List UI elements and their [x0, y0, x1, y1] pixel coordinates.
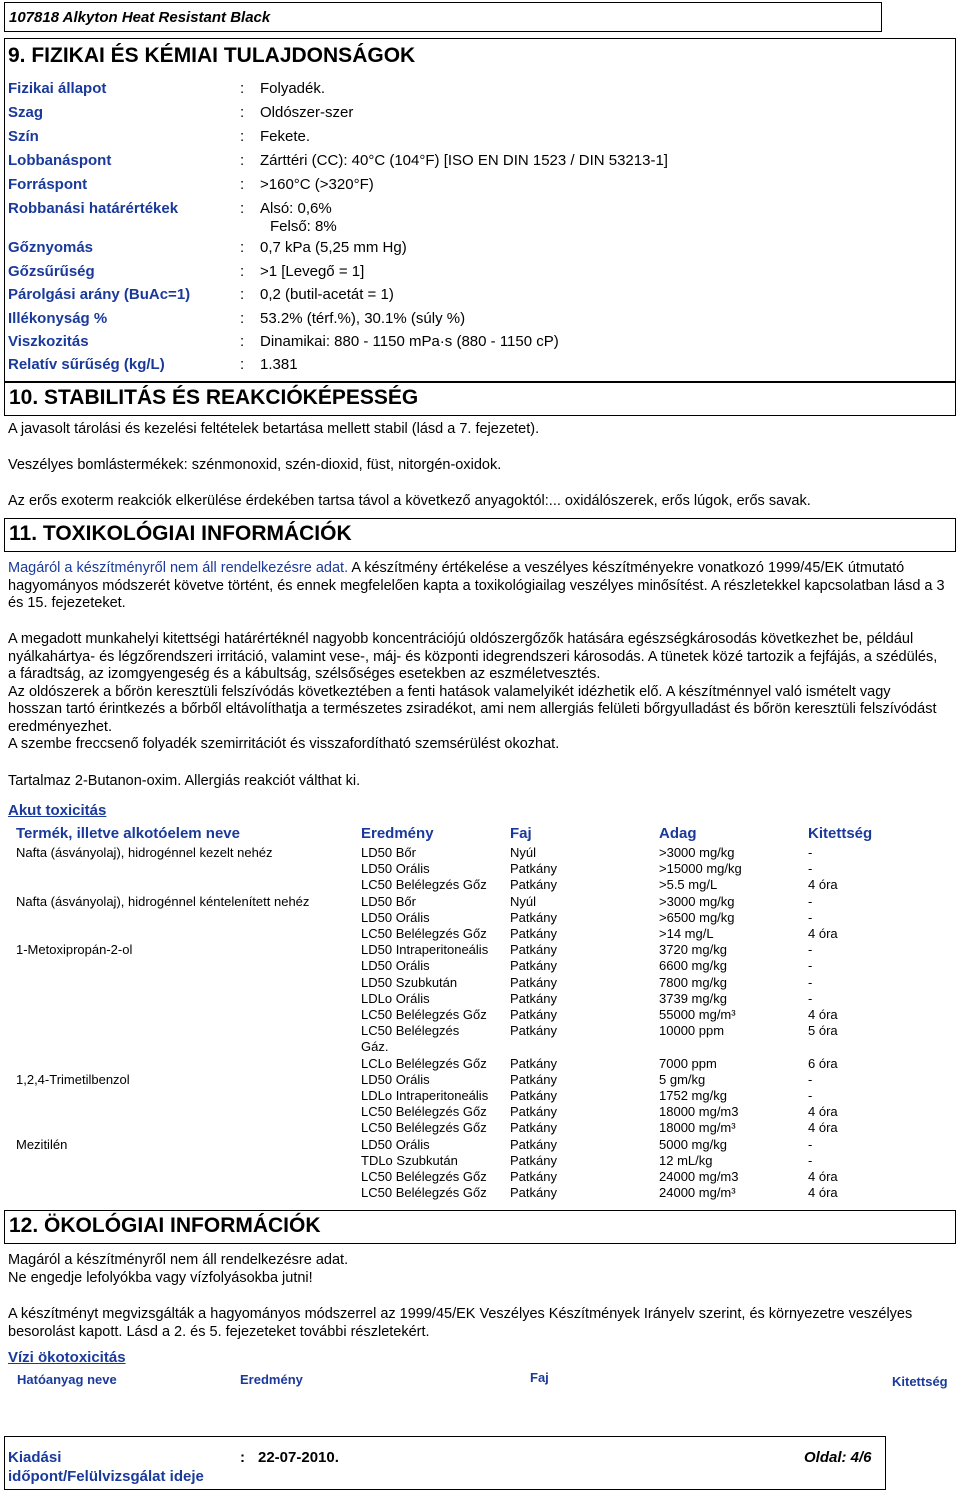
- table-row: [16, 861, 908, 877]
- cell-result: LC50 Belélegzés Gőz: [361, 877, 487, 893]
- property-colon: :: [240, 310, 245, 327]
- cell-dose: 5000 mg/kg: [659, 1136, 727, 1152]
- cell-exposure: -: [808, 893, 813, 909]
- col-header-species: Faj: [510, 825, 532, 842]
- table-row: [16, 845, 908, 861]
- property-label: Forráspont: [8, 176, 88, 193]
- cell-result: LD50 Orális: [361, 1136, 430, 1152]
- cell-result: LC50 Belélegzés Gőz: [361, 1007, 487, 1023]
- table-row: [16, 1039, 908, 1055]
- cell-name: [16, 1056, 361, 1072]
- stability-text: A javasolt tárolási és kezelési feltételek betartása mellett stabil (lásd a 7. fejezetet).: [8, 421, 540, 437]
- cell-name: [16, 910, 361, 926]
- cell-species: Patkány: [510, 1055, 557, 1071]
- decomposition-text: Veszélyes bomlástermékek: szénmonoxid, szén-dioxid, füst, nitorgén-oxidok.: [8, 457, 502, 473]
- cell-name: [16, 975, 361, 991]
- property-value: >1 [Levegő = 1]: [260, 263, 365, 280]
- cell-species: Patkány: [510, 1152, 557, 1168]
- cell-exposure: -: [808, 845, 813, 860]
- cell-name: 1,2,4-Trimetilbenzol: [16, 1071, 130, 1087]
- table-row: [16, 1007, 908, 1023]
- eco-classification-text: A készítményt megvizsgálták a hagyományos módszerrel az 1999/45/EK Veszélyes Készítmények Irányelv szerint, és környezetre veszélyes besorolást kapott. Lásd a 2. és 5. fejezeteket további részletekért.: [8, 1306, 913, 1340]
- property-value: Folyadék.: [260, 80, 326, 97]
- cell-result: LCLo Belélegzés Gőz: [361, 1055, 487, 1071]
- footer-label-revision: időpont/Felülvizsgálat ideje: [8, 1468, 204, 1485]
- eco-header-name: Hatóanyag neve: [17, 1372, 117, 1387]
- table-row: [16, 975, 908, 991]
- property-label: Gőznyomás: [8, 239, 94, 256]
- property-value: 0,7 kPa (5,25 mm Hg): [260, 239, 407, 256]
- acute-toxicity-table: [16, 825, 908, 1201]
- cell-species: [510, 1039, 659, 1055]
- cell-name: [16, 1023, 361, 1039]
- cell-species: Nyúl: [510, 893, 537, 909]
- cell-result: Gáz.: [361, 1039, 389, 1055]
- cell-species: Patkány: [510, 1120, 557, 1136]
- col-header-result: Eredmény: [361, 825, 434, 842]
- cell-name: [16, 926, 361, 942]
- cell-species: Patkány: [510, 1136, 557, 1152]
- cell-result: LD50 Orális: [361, 958, 430, 974]
- table-row: [16, 926, 908, 942]
- cell-exposure: [808, 1039, 908, 1055]
- cell-dose: [659, 1039, 808, 1055]
- property-colon: :: [240, 286, 245, 303]
- cell-species: Patkány: [510, 1007, 557, 1023]
- cell-result: LD50 Bőr: [361, 845, 416, 860]
- cell-name: [16, 1039, 361, 1055]
- cell-species: Patkány: [510, 942, 557, 958]
- cell-exposure: -: [808, 1136, 813, 1152]
- tox-paragraph-2: [8, 631, 948, 754]
- cell-dose: 10000 ppm: [659, 1023, 725, 1039]
- cell-exposure: 5 óra: [808, 1023, 838, 1039]
- cell-result: LC50 Belélegzés Gőz: [361, 1120, 487, 1136]
- cell-dose: 24000 mg/m³: [659, 1185, 736, 1201]
- eco-header-species: Faj: [530, 1370, 549, 1385]
- eco-no-data-text: Magáról a készítményről nem áll rendelkezésre adat.: [8, 1252, 349, 1268]
- cell-name: Mezitilén: [16, 1136, 68, 1152]
- cell-exposure: 6 óra: [808, 1055, 838, 1071]
- cell-result: LC50 Belélegzés Gőz: [361, 926, 487, 942]
- cell-exposure: 4 óra: [808, 1169, 838, 1185]
- table-row: [16, 910, 908, 926]
- cell-species: Patkány: [510, 1104, 557, 1120]
- cell-result: LD50 Orális: [361, 909, 430, 925]
- eco-drain-warning: Ne engedje lefolyókba vagy vízfolyásokba jutni!: [8, 1270, 313, 1286]
- footer-label-issue: Kiadási: [8, 1449, 62, 1466]
- col-header-dose: Adag: [659, 825, 697, 842]
- cell-exposure: 4 óra: [808, 1120, 838, 1136]
- footer-date: 22-07-2010.: [258, 1449, 339, 1466]
- table-row: [16, 991, 908, 1007]
- cell-dose: 7800 mg/kg: [659, 974, 727, 990]
- section-12-title: 12. ÖKOLÓGIAI INFORMÁCIÓK: [9, 1214, 321, 1237]
- cell-exposure: 4 óra: [808, 926, 838, 942]
- col-header-name: Termék, illetve alkotóelem neve: [16, 825, 240, 842]
- cell-dose: >3000 mg/kg: [659, 893, 735, 909]
- table-row: [16, 958, 908, 974]
- cell-exposure: 4 óra: [808, 1007, 838, 1023]
- property-value: 53.2% (térf.%), 30.1% (súly %): [260, 310, 466, 327]
- allergy-text: Tartalmaz 2-Butanon-oxim. Allergiás reakciót válthat ki.: [8, 773, 361, 789]
- cell-dose: >14 mg/L: [659, 926, 714, 942]
- property-value: Zárttéri (CC): 40°C (104°F) [ISO EN DIN 1523 / DIN 53213-1]: [260, 152, 668, 169]
- property-value: >160°C (>320°F): [260, 176, 374, 193]
- cell-exposure: -: [808, 974, 813, 990]
- cell-exposure: 4 óra: [808, 1185, 838, 1201]
- cell-species: Patkány: [510, 877, 557, 893]
- cell-dose: 7000 ppm: [659, 1055, 717, 1071]
- eco-header-result: Eredmény: [240, 1372, 303, 1387]
- page-number: Oldal: 4/6: [804, 1449, 872, 1466]
- property-value-secondary: Felső: 8%: [270, 218, 337, 235]
- property-label: Lobbanáspont: [8, 152, 112, 169]
- property-colon: :: [240, 104, 245, 121]
- property-colon: :: [240, 239, 245, 256]
- section-12-band: [4, 1210, 956, 1244]
- cell-name: [16, 1185, 361, 1201]
- cell-exposure: -: [808, 1088, 813, 1104]
- table-row: [16, 1169, 908, 1185]
- table-row: [16, 877, 908, 893]
- table-row: [16, 942, 908, 958]
- cell-name: [16, 1120, 361, 1136]
- cell-exposure: 4 óra: [808, 877, 838, 893]
- property-label: Illékonyság %: [8, 310, 108, 327]
- cell-result: LD50 Orális: [361, 861, 430, 877]
- table-row: [16, 894, 908, 910]
- no-data-text: Magáról a készítményről nem áll rendelkezésre adat.: [8, 560, 349, 576]
- acute-toxicity-title: Akut toxicitás: [8, 802, 107, 819]
- section-9-title: 9. FIZIKAI ÉS KÉMIAI TULAJDONSÁGOK: [8, 44, 416, 67]
- cell-dose: 1752 mg/kg: [659, 1088, 727, 1104]
- property-label: Fizikai állapot: [8, 80, 107, 97]
- cell-exposure: -: [808, 861, 813, 877]
- table-header-row: [16, 825, 908, 845]
- cell-exposure: 4 óra: [808, 1104, 838, 1120]
- cell-species: Patkány: [510, 1185, 557, 1201]
- cell-dose: 18000 mg/m³: [659, 1120, 736, 1136]
- table-row: [16, 1023, 908, 1039]
- property-label: Gőzsűrűség: [8, 263, 95, 280]
- cell-dose: 5 gm/kg: [659, 1071, 706, 1087]
- cell-result: LDLo Intraperitoneális: [361, 1088, 489, 1104]
- cell-result: LC50 Belélegzés Gőz: [361, 1185, 487, 1201]
- section-10-title: 10. STABILITÁS ÉS REAKCIÓKÉPESSÉG: [9, 386, 419, 409]
- table-row: [16, 1088, 908, 1104]
- cell-name: [16, 1104, 361, 1120]
- cell-dose: >5.5 mg/L: [659, 877, 718, 893]
- cell-result: LC50 Belélegzés Gőz: [361, 1169, 487, 1185]
- cell-result: LD50 Intraperitoneális: [361, 942, 489, 958]
- property-value: Dinamikai: 880 - 1150 mPa·s (880 - 1150 cP): [260, 333, 559, 350]
- property-colon: :: [240, 128, 245, 145]
- cell-name: [16, 958, 361, 974]
- incompatible-text: Az erős exoterm reakciók elkerülése érdekében tartsa távol a következő anyagoktól:... oxidálószerek, erős lúgok, erős savak.: [8, 493, 811, 509]
- property-label: Viszkozitás: [8, 333, 89, 350]
- section-11-title: 11. TOXIKOLÓGIAI INFORMÁCIÓK: [9, 522, 352, 545]
- property-value: 0,2 (butil-acetát = 1): [260, 286, 394, 303]
- cell-name: [16, 1153, 361, 1169]
- cell-species: Patkány: [510, 1169, 557, 1185]
- property-value: Alsó: 0,6%: [260, 200, 332, 217]
- table-row: [16, 1056, 908, 1072]
- cell-result: LD50 Orális: [361, 1071, 430, 1087]
- cell-name: [16, 1169, 361, 1185]
- cell-species: Patkány: [510, 909, 557, 925]
- table-row: [16, 1185, 908, 1201]
- cell-exposure: -: [808, 958, 813, 974]
- property-value: Fekete.: [260, 128, 311, 145]
- section-10-band: [4, 382, 956, 416]
- property-value: Oldószer-szer: [260, 104, 354, 121]
- aquatic-toxicity-title: Vízi ökotoxicitás: [8, 1349, 126, 1366]
- cell-name: [16, 877, 361, 893]
- cell-dose: 24000 mg/m3: [659, 1169, 739, 1185]
- cell-result: LD50 Szubkután: [361, 974, 458, 990]
- property-colon: :: [240, 80, 245, 97]
- table-row: [16, 1072, 908, 1088]
- cell-exposure: -: [808, 990, 813, 1006]
- table-row: [16, 1120, 908, 1136]
- cell-species: Patkány: [510, 1088, 557, 1104]
- table-row: [16, 1153, 908, 1169]
- product-title: 107818 Alkyton Heat Resistant Black: [9, 9, 271, 26]
- cell-species: Patkány: [510, 1023, 557, 1039]
- cell-name: [16, 861, 361, 877]
- property-colon: :: [240, 176, 245, 193]
- cell-exposure: -: [808, 942, 813, 958]
- cell-result: LDLo Orális: [361, 990, 430, 1006]
- cell-name: [16, 1007, 361, 1023]
- cell-result: LC50 Belélegzés: [361, 1023, 460, 1039]
- cell-dose: 12 mL/kg: [659, 1152, 713, 1168]
- cell-name: Nafta (ásványolaj), hidrogénnel kéntelenített nehéz: [16, 893, 310, 909]
- cell-dose: 55000 mg/m³: [659, 1007, 736, 1023]
- property-label: Szín: [8, 128, 39, 145]
- property-colon: :: [240, 263, 245, 280]
- cell-species: Patkány: [510, 861, 557, 877]
- health-effects-text: A megadott munkahelyi kitettségi határértéknél nagyobb koncentrációjú oldószergőzők hatására egészségkárosodás következhet be, például nyálkahártya- és légzőrendszeri irritáció, valamint vese-, máj- és központi idegrendszeri károsodás. A tünetek közé tartozik a fejfájás, a szédülés, a fáradtság, az izomgyengeség és a kábultság, szélsőséges esetekben az eszméletvesztés.: [8, 631, 938, 682]
- col-header-exposure: Kitettség: [808, 825, 873, 842]
- cell-exposure: -: [808, 909, 813, 925]
- property-label: Szag: [8, 104, 44, 121]
- property-label: Párolgási arány (BuAc=1): [8, 286, 191, 303]
- cell-species: Patkány: [510, 974, 557, 990]
- footer-colon: :: [240, 1449, 245, 1466]
- cell-exposure: -: [808, 1071, 813, 1087]
- cell-species: Patkány: [510, 926, 557, 942]
- cell-result: LC50 Belélegzés Gőz: [361, 1104, 487, 1120]
- cell-name: [16, 1088, 361, 1104]
- skin-effects-text: Az oldószerek a bőrön keresztüli felszívódás következtében a fenti hatások valamelyikét idézhetik elő. A készítménnyel való ismételt vagy hosszan tartó érintkezés a bőrből eltávolíthatja a természetes zsiradékot, ami nem allergiás felületi bőrgyulladást és bőrön keresztüli felszívódást eredményezhet.: [8, 683, 937, 735]
- property-colon: :: [240, 356, 245, 373]
- cell-name: [16, 991, 361, 1007]
- cell-species: Nyúl: [510, 845, 537, 860]
- property-label: Relatív sűrűség (kg/L): [8, 356, 165, 373]
- table-row: [16, 1137, 908, 1153]
- cell-result: LD50 Bőr: [361, 893, 416, 909]
- cell-species: Patkány: [510, 990, 557, 1006]
- cell-species: Patkány: [510, 1071, 557, 1087]
- cell-dose: 18000 mg/m3: [659, 1104, 739, 1120]
- property-colon: :: [240, 152, 245, 169]
- tox-paragraph-1: [8, 560, 948, 613]
- cell-result: TDLo Szubkután: [361, 1152, 458, 1168]
- table-row: [16, 1104, 908, 1120]
- cell-name: Nafta (ásványolaj), hidrogénnel kezelt nehéz: [16, 845, 273, 860]
- property-value: 1.381: [260, 356, 298, 373]
- eco-header-exposure: Kitettség: [892, 1374, 948, 1389]
- document-header: [4, 2, 882, 32]
- cell-dose: >15000 mg/kg: [659, 861, 742, 877]
- cell-dose: 6600 mg/kg: [659, 958, 727, 974]
- eye-effects-text: A szembe freccsenő folyadék szemirritációt és visszafordítható szemsérülést okozhat.: [8, 736, 560, 752]
- cell-dose: >6500 mg/kg: [659, 909, 735, 925]
- cell-species: Patkány: [510, 958, 557, 974]
- property-label: Robbanási határértékek: [8, 200, 179, 217]
- cell-name: 1-Metoxipropán-2-ol: [16, 942, 133, 958]
- property-colon: :: [240, 200, 245, 217]
- tox-evaluation-text: A készítmény értékelése a veszélyes készítményekre vonatkozó 1999/45/EK útmutató hagyományos módszerét követve történt, és ennek megfelelően kapta a toxikológiailag veszélyes minősítést. A részletekkel kapcsolatban lásd a 3 és 15. fejezeteket.: [8, 560, 945, 611]
- cell-dose: >3000 mg/kg: [659, 845, 735, 860]
- property-colon: :: [240, 333, 245, 350]
- cell-dose: 3720 mg/kg: [659, 942, 727, 958]
- section-11-band: [4, 518, 956, 552]
- cell-dose: 3739 mg/kg: [659, 990, 727, 1006]
- cell-exposure: -: [808, 1152, 813, 1168]
